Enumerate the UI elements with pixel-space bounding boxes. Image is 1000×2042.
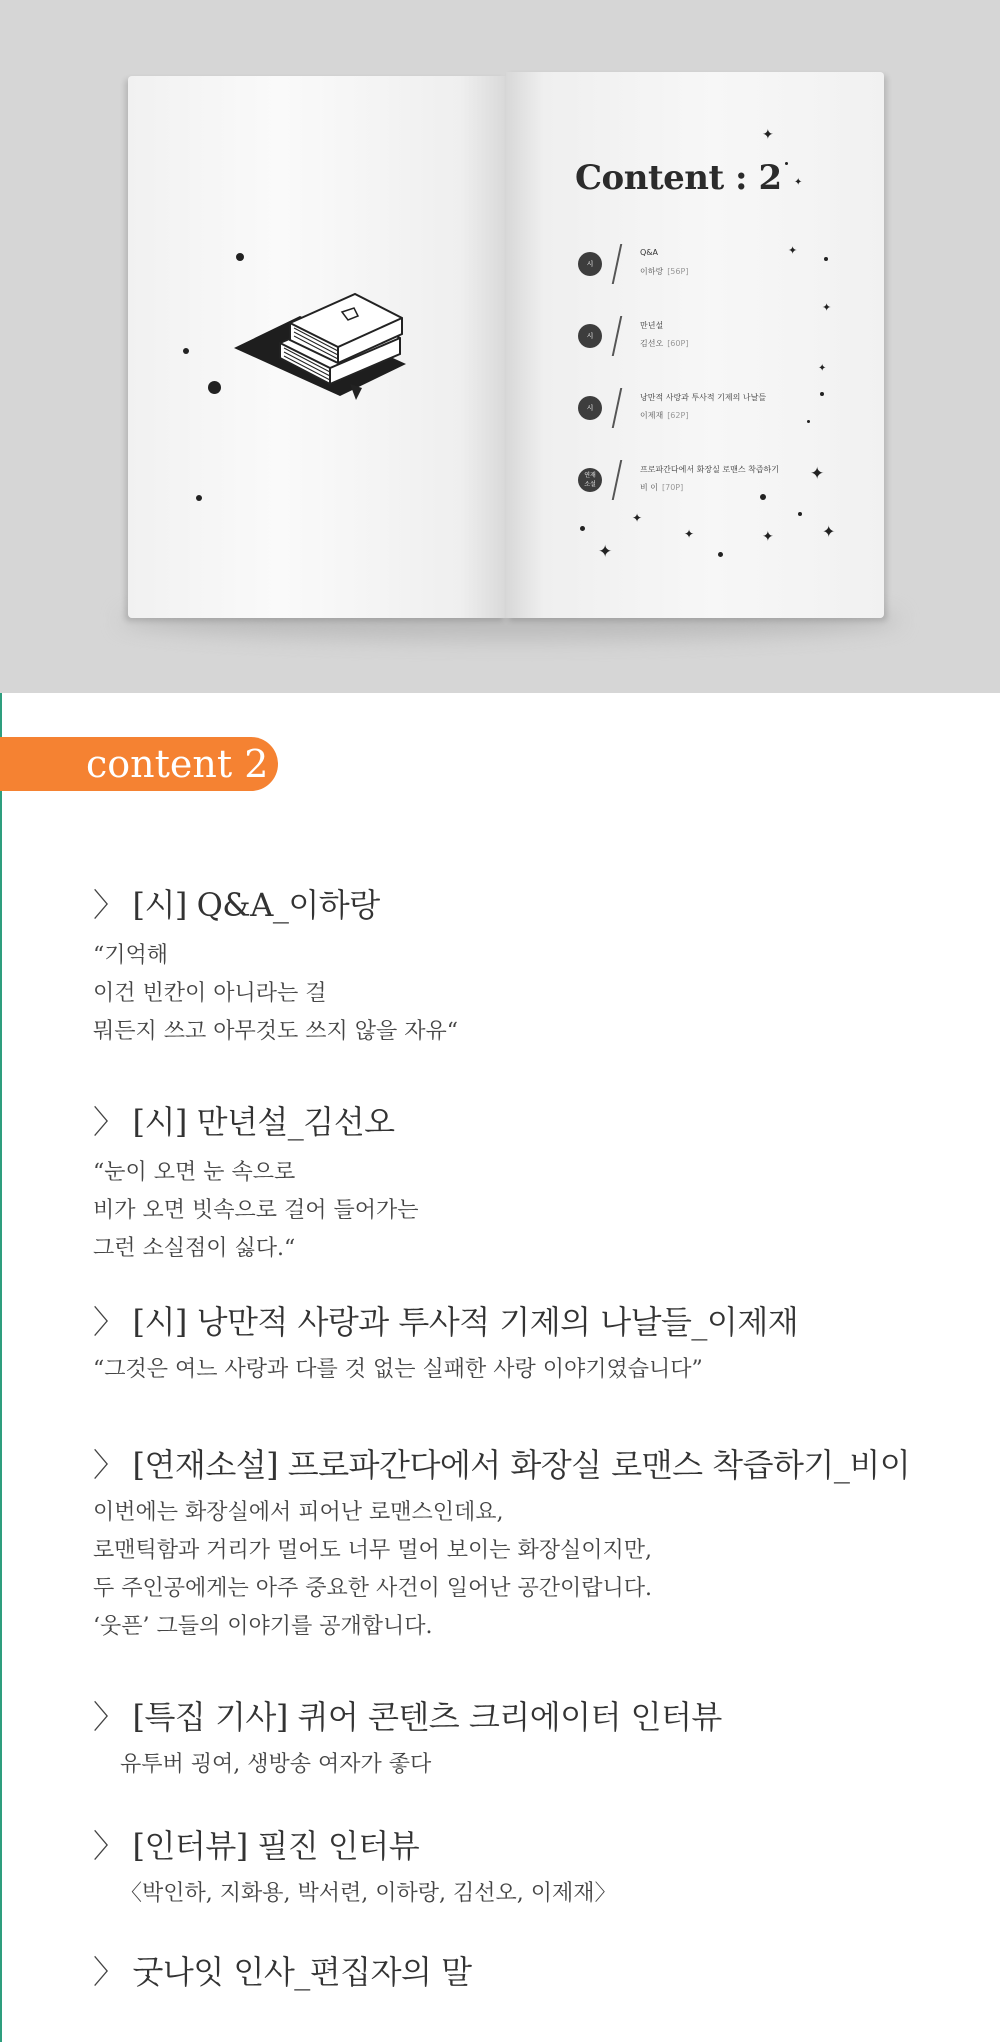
decor-dot	[785, 162, 788, 165]
decor-dot	[208, 381, 221, 394]
article-title-text: [인터뷰] 필진 인터뷰	[132, 1827, 420, 1865]
toc-entry-author: 비 이	[640, 483, 658, 492]
excerpt-line: “기억해	[93, 943, 169, 968]
toc-badge: 시	[578, 252, 602, 276]
article-title-text: [시] Q&A_이하랑	[132, 886, 380, 924]
toc-entry	[578, 314, 828, 360]
book-mockup-photo	[0, 0, 1000, 693]
article-excerpt	[93, 1875, 973, 1913]
decor-dot	[760, 494, 766, 500]
sparkle-icon: ✦	[794, 177, 803, 188]
section-tag: content 2	[0, 737, 278, 791]
toc-entry	[578, 386, 828, 432]
toc-entry-name: 프로파간다에서 화장실 로맨스 착즙하기	[640, 465, 780, 474]
article-excerpt	[93, 1494, 973, 1646]
sparkle-icon: ✦	[822, 301, 832, 314]
article-item	[93, 1440, 973, 1646]
excerpt-line: “그것은 여느 사랑과 다를 것 없는 실패한 사랑 이야기였습니다”	[93, 1357, 703, 1382]
left-accent-rule	[0, 693, 2, 2042]
toc-entry-author: 이하랑	[640, 267, 664, 276]
decor-dot	[718, 552, 723, 557]
excerpt-line: 그런 소실점이 싫다.“	[93, 1236, 296, 1261]
article-item	[93, 880, 973, 1051]
excerpt-line: ‘웃픈’ 그들의 이야기를 공개합니다.	[93, 1614, 433, 1639]
article-excerpt	[93, 1746, 973, 1784]
excerpt-line: 〈박인하, 지화용, 박서련, 이하랑, 김선오, 이제재〉	[120, 1881, 617, 1906]
sparkle-icon: ✦	[762, 127, 774, 143]
article-title	[93, 1821, 973, 1867]
article-title-text: 굿나잇 인사_편집자의 말	[132, 1953, 472, 1991]
article-title	[93, 1947, 973, 1993]
decor-dot	[824, 257, 828, 261]
chevron-right-icon: 〉	[93, 1953, 125, 1991]
chevron-right-icon: 〉	[93, 1446, 125, 1484]
article-excerpt	[93, 1351, 973, 1389]
toc-title: Content : 2	[575, 158, 782, 198]
article-item	[93, 1297, 973, 1389]
toc-entry-page: [70P]	[662, 483, 684, 492]
sparkle-icon: ✦	[822, 522, 836, 541]
toc-badge: 시	[578, 324, 602, 348]
toc-divider	[612, 244, 623, 284]
excerpt-line: 유투버 굉여, 생방송 여자가 좋다	[120, 1752, 432, 1777]
excerpt-line: 비가 오면 빗속으로 걸어 들어가는	[93, 1198, 419, 1223]
decor-dot	[798, 512, 802, 516]
decor-dot	[236, 253, 244, 261]
chevron-right-icon: 〉	[93, 1103, 125, 1141]
chevron-right-icon: 〉	[93, 1827, 125, 1865]
toc-divider	[612, 316, 623, 356]
sparkle-icon: ✦	[818, 363, 827, 374]
excerpt-line: 이번에는 화장실에서 피어난 로맨스인데요,	[93, 1500, 504, 1525]
toc-badge-text: 연재 소설	[584, 472, 596, 488]
article-excerpt	[93, 1154, 973, 1268]
article-title-text: [시] 만년설_김선오	[132, 1103, 395, 1141]
toc-divider	[612, 388, 623, 428]
sparkle-icon: ✦	[762, 529, 774, 545]
article-title	[93, 880, 973, 926]
article-title-text: [시] 낭만적 사랑과 투사적 기제의 나날들_이제재	[132, 1303, 799, 1341]
article-excerpt	[93, 937, 973, 1051]
decor-dot	[183, 348, 189, 354]
article-title	[93, 1097, 973, 1143]
decor-dot	[807, 420, 810, 423]
article-title-text: [특집 기사] 퀴어 콘텐츠 크리에이터 인터뷰	[132, 1698, 722, 1736]
toc-entry-name: 만년설	[640, 321, 664, 330]
sparkle-icon: ✦	[632, 511, 643, 525]
decor-dot	[820, 392, 824, 396]
toc-entry	[578, 458, 828, 504]
excerpt-line: 로맨틱함과 거리가 멀어도 너무 멀어 보이는 화장실이지만,	[93, 1538, 653, 1563]
article-item	[93, 1097, 973, 1268]
excerpt-line: “눈이 오면 눈 속으로	[93, 1160, 296, 1185]
sparkle-icon: ✦	[598, 542, 613, 562]
toc-entry-author: 김선오	[640, 339, 664, 348]
article-title-text: [연재소설] 프로파간다에서 화장실 로맨스 착즙하기_비이	[132, 1446, 911, 1484]
decor-dot	[580, 526, 585, 531]
toc-divider	[612, 460, 623, 500]
article-title	[93, 1692, 973, 1738]
article-title	[93, 1440, 973, 1486]
toc-entry-page: [62P]	[667, 411, 689, 420]
stacked-books-illustration	[230, 288, 410, 418]
chevron-right-icon: 〉	[93, 886, 125, 924]
excerpt-line: 뭐든지 쓰고 아무것도 쓰지 않을 자유“	[93, 1019, 458, 1044]
sparkle-icon: ✦	[684, 527, 695, 541]
article-item	[93, 1692, 973, 1784]
excerpt-line: 이건 빈칸이 아니라는 걸	[93, 981, 327, 1006]
toc-entry-name: 낭만적 사랑과 투사적 기제의 나날들	[640, 393, 767, 402]
toc-badge	[578, 468, 602, 492]
toc-entry-author: 이제재	[640, 411, 664, 420]
toc-entry-page: [56P]	[667, 267, 689, 276]
decor-dot	[196, 495, 202, 501]
article-item	[93, 1821, 973, 1913]
toc-entry-page: [60P]	[667, 339, 689, 348]
sparkle-icon: ✦	[810, 464, 825, 484]
article-title	[93, 1297, 973, 1343]
excerpt-line: 두 주인공에게는 아주 중요한 사건이 일어난 공간이랍니다.	[93, 1576, 653, 1601]
chevron-right-icon: 〉	[93, 1698, 125, 1736]
chevron-right-icon: 〉	[93, 1303, 125, 1341]
article-item	[93, 1947, 973, 1993]
toc-badge: 시	[578, 396, 602, 420]
toc-entry-name: Q&A	[640, 248, 659, 257]
sparkle-icon: ✦	[788, 244, 798, 257]
